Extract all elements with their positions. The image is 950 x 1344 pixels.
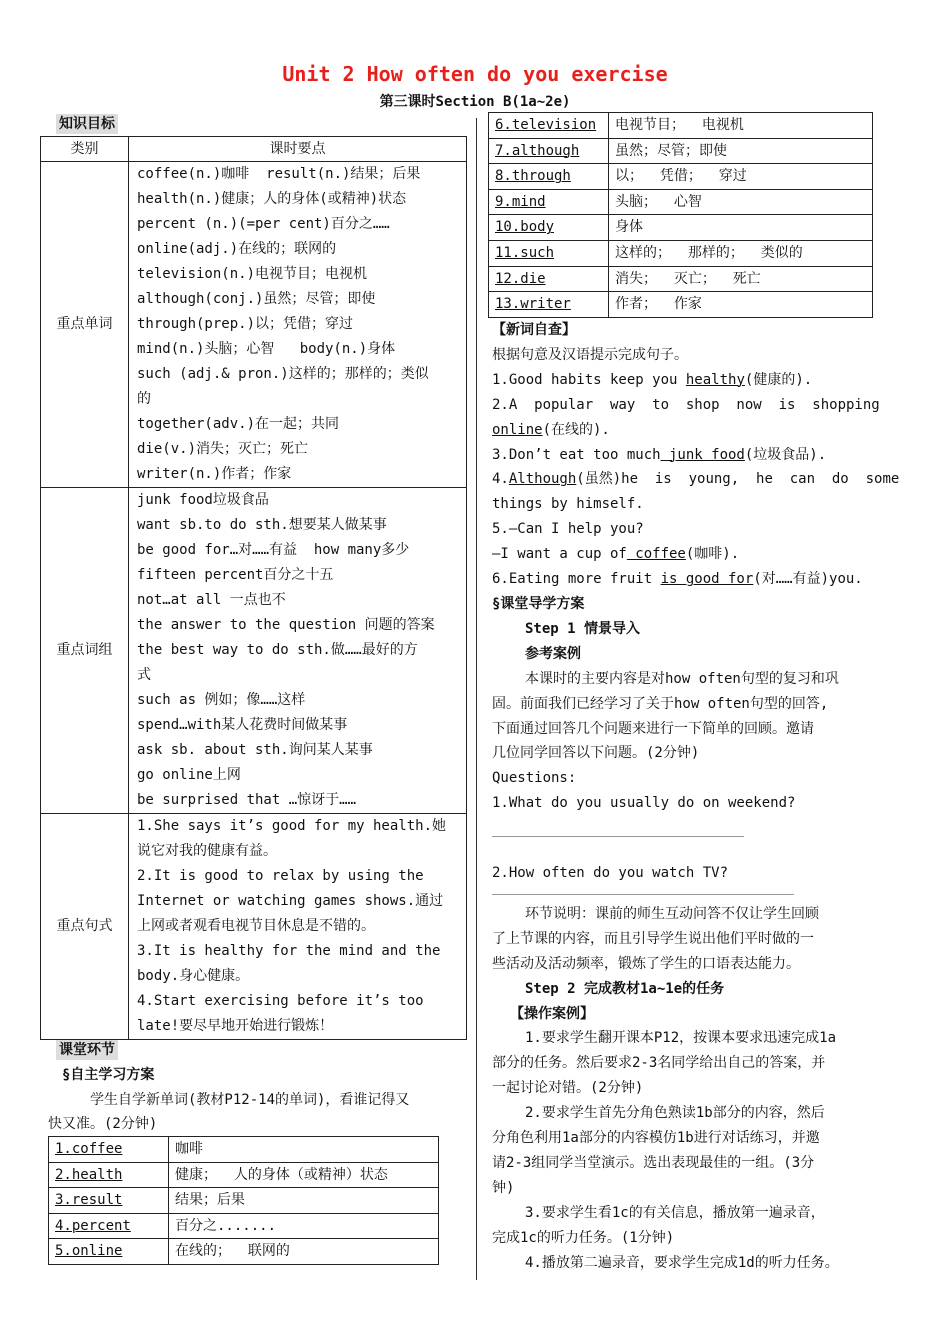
word-cell xyxy=(49,1162,169,1188)
goals-header-content: 课时要点 xyxy=(129,137,467,162)
meaning-cell: 头脑； 心智 xyxy=(609,189,873,215)
answer-coffee: coffee xyxy=(626,546,686,563)
goals-line: want sb.to do sth.想要某人做某事 xyxy=(137,517,387,533)
word-cell xyxy=(49,1137,169,1163)
paragraph-line: 2.要求学生首先分角色熟读1b部分的内容，然后 xyxy=(525,1105,825,1122)
word-row xyxy=(49,1137,439,1163)
word-row xyxy=(489,292,873,318)
goals-content xyxy=(129,814,467,1040)
goals-line: coffee(n.)咖啡 result(n.)结果；后果 xyxy=(137,166,421,182)
goals-line: go online上网 xyxy=(137,767,241,783)
answer-online: online xyxy=(492,421,543,438)
paragraph-line: 请2-3组同学当堂演示。选出表现最佳的一组。(3分 xyxy=(492,1154,815,1171)
answer-junk-food: junk food xyxy=(660,446,745,463)
sentence-1: 1.Good habits keep you healthy(健康的). xyxy=(492,371,813,388)
word-text: 10.body xyxy=(495,219,555,236)
step-1-title: Step 1 情景导入 xyxy=(525,620,641,637)
word-cell xyxy=(489,138,609,164)
meaning-cell: 虽然；尽管；即使 xyxy=(609,138,873,164)
goals-line: late!要尽早地开始进行锻炼！ xyxy=(137,1018,334,1034)
goals-line: such as 例如；像……这样 xyxy=(137,692,306,708)
page-title: Unit 2 How often do you exercise xyxy=(282,62,668,86)
word-cell xyxy=(49,1213,169,1239)
self-study-desc-line: 快又准。(2分钟) xyxy=(48,1116,158,1132)
goals-row-words xyxy=(41,162,467,488)
paragraph-task-1 xyxy=(492,1026,892,1101)
guide-title: §课堂导学方案 xyxy=(492,595,585,612)
word-cell xyxy=(489,292,609,318)
answer-healthy: healthy xyxy=(685,371,745,388)
paragraph-line: 分角色利用1a部分的内容模仿1b进行对话练习，并邀 xyxy=(492,1130,820,1147)
goals-content xyxy=(129,162,467,488)
word-row xyxy=(49,1162,439,1188)
goals-line: 上网或者观看电视节目休息是不错的。 xyxy=(137,918,375,934)
meaning-cell: 以； 凭借； 穿过 xyxy=(609,164,873,190)
sentence-4-cont: things by himself. xyxy=(492,496,644,513)
answer-line-2 xyxy=(492,894,892,902)
paragraph-line: 环节说明：课前的师生互动问答不仅让学生回顾 xyxy=(525,905,819,922)
paragraph-line: 一起讨论对错。(2分钟) xyxy=(492,1080,644,1097)
goals-line: fifteen percent百分之十五 xyxy=(137,567,334,583)
paragraph-line: 4.播放第二遍录音，要求学生完成1d的听力任务。 xyxy=(525,1254,839,1271)
meaning-cell: 健康； 人的身体（或精神）状态 xyxy=(169,1162,439,1188)
meaning-cell: 电视节目； 电视机 xyxy=(609,113,873,139)
questions-label: Questions: xyxy=(492,770,577,787)
paragraph-line: 本课时的主要内容是对how often句型的复习和巩 xyxy=(525,670,839,687)
sentence-5: 5.—Can I help you? xyxy=(492,521,644,538)
goals-row-phrases xyxy=(41,488,467,814)
paragraph-line: 部分的任务。然后要求2-3名同学给出自己的答案，并 xyxy=(492,1055,826,1072)
goals-line: health(n.)健康；人的身体(或精神)状态 xyxy=(137,191,407,207)
paragraph-line: 几位同学回答以下问题。(2分钟) xyxy=(492,745,700,762)
paragraph-line: 固。前面我们已经学习了关于how often句型的回答, xyxy=(492,695,829,712)
paragraph-line: 钟) xyxy=(492,1179,515,1196)
question-2: 2.How often do you watch TV? xyxy=(492,865,729,882)
goals-line: 说它对我的健康有益。 xyxy=(137,843,277,859)
word-table-left xyxy=(48,1136,439,1265)
goals-row-sentences xyxy=(41,814,467,1040)
goals-line: body.身心健康。 xyxy=(137,968,250,984)
goals-line: 式 xyxy=(137,667,151,683)
word-text: 7.although xyxy=(495,142,580,159)
goals-line: online(adj.)在线的；联网的 xyxy=(137,241,337,257)
word-text: 4.percent xyxy=(55,1217,131,1234)
word-row xyxy=(489,113,873,139)
goals-category: 重点句式 xyxy=(41,814,129,1040)
word-cell xyxy=(489,113,609,139)
paragraph-line: 些活动及活动频率，锻炼了学生的口语表达能力。 xyxy=(492,955,800,972)
goals-table xyxy=(40,136,467,1040)
word-row xyxy=(489,266,873,292)
sentence-6: 6.Eating more fruit is good for(对……有益)you. xyxy=(492,571,863,588)
word-row xyxy=(49,1213,439,1239)
new-words-title: 【新词自查】 xyxy=(492,322,576,338)
word-text: 8.through xyxy=(495,168,571,185)
word-cell xyxy=(489,164,609,190)
class-section-label: 课堂环节 xyxy=(56,1040,118,1060)
self-study-heading: §自主学习方案 xyxy=(62,1067,155,1083)
right-column xyxy=(492,318,900,1276)
goals-line: although(conj.)虽然；尽管；即使 xyxy=(137,291,376,307)
word-text: 11.such xyxy=(495,244,555,261)
goals-line: mind(n.)头脑；心智 body(n.)身体 xyxy=(137,341,396,357)
paragraph-task-3 xyxy=(492,1201,892,1251)
word-cell xyxy=(489,189,609,215)
meaning-cell: 咖啡 xyxy=(169,1137,439,1163)
paragraph-line: 了上节课的内容，而且引导学生说出他们平时做的一 xyxy=(492,930,814,947)
page-subtitle: 第三课时Section B(1a~2e) xyxy=(379,94,571,110)
goals-line: the answer to the question 问题的答案 xyxy=(137,617,435,633)
goals-section-label: 知识目标 xyxy=(56,114,118,134)
operation-case-title: 【操作案例】 xyxy=(510,1005,594,1022)
self-study-desc-line: 学生自学新单词(教材P12-14的单词)，看谁记得又 xyxy=(90,1092,410,1108)
goals-line: percent (n.)(=per cent)百分之…… xyxy=(137,216,390,232)
word-cell xyxy=(489,266,609,292)
self-study-desc xyxy=(48,1088,460,1136)
word-text: 6.television xyxy=(495,117,597,133)
sentence-4: 4.Although(虽然)he is young, he can do some xyxy=(492,471,900,488)
goals-line: the best way to do sth.做……最好的方 xyxy=(137,642,418,658)
goals-line: 的 xyxy=(137,391,151,407)
meaning-cell: 百分之....... xyxy=(169,1213,439,1239)
goals-line: television(n.)电视节目；电视机 xyxy=(137,266,368,282)
word-row xyxy=(489,164,873,190)
goals-line: be surprised that …惊讶于…… xyxy=(137,792,357,808)
goals-line: 4.Start exercising before it’s too xyxy=(137,993,424,1009)
word-text: 12.die xyxy=(495,270,546,287)
goals-line: 3.It is healthy for the mind and the xyxy=(137,943,441,959)
word-text: 2.health xyxy=(55,1166,123,1183)
word-row xyxy=(489,138,873,164)
goals-line: be good for…对……有益 how many多少 xyxy=(137,542,410,558)
goals-line: die(v.)消失；灭亡；死亡 xyxy=(137,441,309,457)
paragraph-line: 完成1c的听力任务。(1分钟) xyxy=(492,1229,675,1246)
goals-line: 2.It is good to relax by using the xyxy=(137,868,424,884)
meaning-cell: 这样的； 那样的； 类似的 xyxy=(609,240,873,266)
meaning-cell: 消失； 灭亡； 死亡 xyxy=(609,266,873,292)
goals-category: 重点单词 xyxy=(41,162,129,488)
paragraph-task-2 xyxy=(492,1101,892,1201)
answer-although: Although xyxy=(508,471,577,488)
paragraph-line: 3.要求学生看1c的有关信息，播放第一遍录音， xyxy=(525,1204,825,1221)
word-text: 9.mind xyxy=(495,193,546,210)
paragraph-intro xyxy=(492,667,892,767)
paragraph-note xyxy=(492,902,892,977)
column-divider xyxy=(476,118,477,1280)
goals-line: 1.She says it’s good for my health.她 xyxy=(137,818,447,834)
goals-line: writer(n.)作者；作家 xyxy=(137,466,292,482)
question-1: 1.What do you usually do on weekend? xyxy=(492,795,796,812)
goals-content xyxy=(129,488,467,814)
word-row xyxy=(489,189,873,215)
case-reference-title: 参考案例 xyxy=(525,645,581,662)
sentence-3: 3.Don’t eat too much junk food(垃圾食品). xyxy=(492,446,827,463)
answer-line-1 xyxy=(492,836,892,861)
goals-line: junk food垃圾食品 xyxy=(137,492,269,508)
word-text: 13.writer xyxy=(495,296,571,313)
word-text: 5.online xyxy=(55,1243,123,1260)
goals-line: not…at all 一点也不 xyxy=(137,592,286,608)
word-text: 3.result xyxy=(55,1192,123,1209)
goals-line: Internet or watching games shows.通过 xyxy=(137,893,444,909)
new-words-desc: 根据句意及汉语提示完成句子。 xyxy=(492,346,688,363)
goals-line: together(adv.)在一起；共同 xyxy=(137,416,340,432)
paragraph-task-4 xyxy=(492,1251,892,1276)
answer-is-good-for: is good for xyxy=(660,571,754,588)
word-row xyxy=(489,215,873,241)
word-cell xyxy=(489,240,609,266)
goals-line: ask sb. about sth.询问某人某事 xyxy=(137,742,373,758)
goals-line: such (adj.& pron.)这样的；那样的；类似 xyxy=(137,366,429,382)
sentence-2-cont: online(在线的). xyxy=(492,421,610,438)
sentence-5-cont: —I want a cup of coffee(咖啡). xyxy=(492,546,740,563)
word-table-right xyxy=(488,112,873,318)
goals-header-category: 类别 xyxy=(41,137,129,162)
step-2-title: Step 2 完成教材1a~1e的任务 xyxy=(525,980,725,997)
word-row xyxy=(49,1188,439,1214)
meaning-cell: 作者； 作家 xyxy=(609,292,873,318)
word-cell xyxy=(49,1239,169,1265)
paragraph-line: 1.要求学生翻开课本P12，按课本要求迅速完成1a xyxy=(525,1030,836,1047)
word-row xyxy=(49,1239,439,1265)
meaning-cell: 在线的； 联网的 xyxy=(169,1239,439,1265)
meaning-cell: 结果；后果 xyxy=(169,1188,439,1214)
paragraph-line: 下面通过回答几个问题来进行一下简单的回顾。邀请 xyxy=(492,720,814,737)
word-row xyxy=(489,240,873,266)
goals-line: spend…with某人花费时间做某事 xyxy=(137,717,348,733)
sentence-2: 2.A popular way to shop now is shopping xyxy=(492,396,880,413)
word-cell xyxy=(49,1188,169,1214)
goals-category: 重点词组 xyxy=(41,488,129,814)
meaning-cell: 身体 xyxy=(609,215,873,241)
word-cell xyxy=(489,215,609,241)
word-text: 1.coffee xyxy=(55,1141,123,1157)
goals-line: through(prep.)以；凭借；穿过 xyxy=(137,316,354,332)
goals-header-row xyxy=(41,137,467,162)
